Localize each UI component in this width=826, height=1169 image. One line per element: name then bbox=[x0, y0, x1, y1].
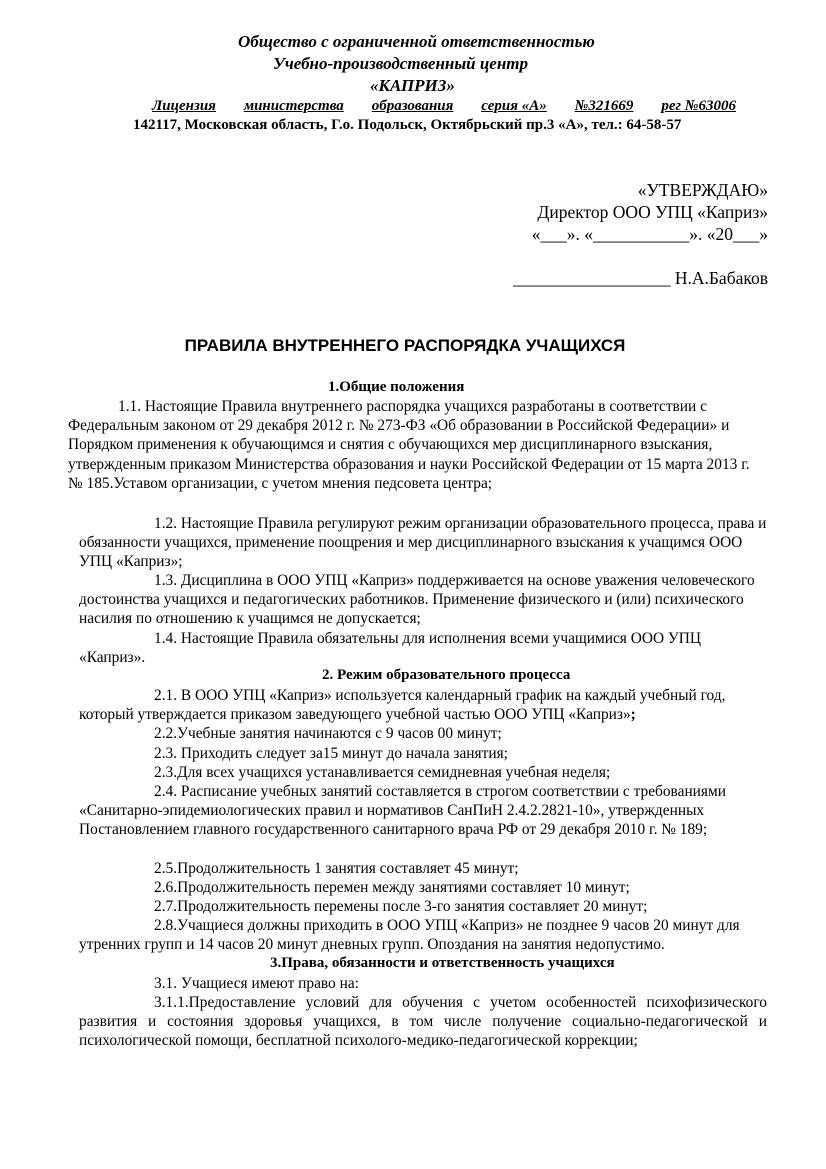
paragraph-1-4: 1.4. Настоящие Правила обязательны для исполнения всеми учащимися ООО УПЦ «Каприз». bbox=[79, 630, 702, 667]
section-1-heading: 1.Общие положения bbox=[328, 379, 465, 395]
license-word: Лицензия bbox=[152, 98, 216, 114]
paragraph-2-3b: 2.3.Для всех учащихся устанавливается семидневная учебная неделя; bbox=[154, 764, 611, 781]
approval-signature: __________________ Н.А.Бабаков bbox=[512, 268, 768, 288]
org-name: «КАПРИЗ» bbox=[370, 76, 455, 95]
paragraph-2-1-end: ; bbox=[630, 706, 636, 724]
address-line: 142117, Московская область, Г.о. Подольск, Октябрьский пр.3 «А», тел.: 64-58-57 bbox=[133, 117, 682, 133]
paragraph-2-6: 2.6.Продолжительность перемен между занятиями составляет 10 минут; bbox=[154, 879, 630, 896]
paragraph-2-5: 2.5.Продолжительность 1 занятия составляет 45 минут; bbox=[154, 860, 519, 877]
license-word: серия «А» bbox=[481, 98, 547, 114]
paragraph-2-8: 2.8.Учащиеся должны приходить в ООО УПЦ «Каприз» не позднее 9 часов 20 минут для утренних групп и 14 часов 20 минут дневных групп. Опоздания на занятия недопустимо. bbox=[79, 917, 740, 954]
paragraph-3-1: 3.1. Учащиеся имеют право на: bbox=[154, 975, 359, 992]
approval-date: «___». «___________». «20___» bbox=[531, 224, 768, 244]
license-line bbox=[152, 98, 736, 115]
org-line-1: Общество с ограниченной ответственностью bbox=[238, 32, 595, 51]
paragraph-2-3: 2.3. Приходить следует за15 минут до начала занятия; bbox=[154, 745, 508, 762]
approval-position: Директор ООО УПЦ «Каприз» bbox=[537, 202, 768, 222]
paragraph-2-4: 2.4. Расписание учебных занятий составляется в строгом соответствии с требованиями «Санитарно-эпидемиологических правил и нормативов СанПиН 2.4.2.2821-10», утвержденных Постановлением главного государственного санитарного врача РФ от 29 декабря 2010 г. № 189; bbox=[79, 783, 726, 839]
license-word: рег №63006 bbox=[661, 98, 736, 114]
paragraph-1-2: 1.2. Настоящие Правила регулируют режим организации образовательного процесса, права и обязанности учащихся, применение поощрения и мер дисциплинарного взыскания к учащимся ООО УПЦ «Каприз»; bbox=[79, 515, 767, 571]
license-word: министерства bbox=[243, 98, 344, 114]
paragraph-3-1-1: 3.1.1.Предоставление условий для обучения с учетом особенностей психофизического развития и состояния здоровья учащихся, в том числе получение социально-педагогической и психологической помощи, бесплатной психолого-медико-педагогической коррекции; bbox=[79, 994, 767, 1050]
license-word: образования bbox=[371, 98, 454, 114]
section-2-heading: 2. Режим образовательного процесса bbox=[322, 667, 571, 683]
approval-stamp: «УТВЕРЖДАЮ» bbox=[637, 180, 768, 200]
paragraph-2-1-text: 2.1. В ООО УПЦ «Каприз» используется календарный график на каждый учебный год, который утверждается приказом заведующего учебной частью ООО УПЦ «Каприз» bbox=[79, 687, 726, 724]
paragraph-2-7: 2.7.Продолжительность перемены после 3-го занятия составляет 20 минут; bbox=[154, 898, 648, 915]
document-title: ПРАВИЛА ВНУТРЕННЕГО РАСПОРЯДКА УЧАЩИХСЯ bbox=[184, 336, 626, 355]
org-line-2: Учебно-производственный центр bbox=[273, 54, 529, 73]
paragraph-2-1 bbox=[79, 686, 769, 724]
license-word: №321669 bbox=[574, 98, 634, 114]
paragraph-1-3: 1.3. Дисциплина в ООО УПЦ «Каприз» поддерживается на основе уважения человеческого достоинства учащихся и педагогических работников. Применение физического и (или) психического насилия по отношению к учащимся не допускается; bbox=[79, 572, 755, 628]
paragraph-2-2: 2.2.Учебные занятия начинаются с 9 часов 00 минут; bbox=[154, 725, 502, 742]
paragraph-1-1: 1.1. Настоящие Правила внутреннего распорядка учащихся разработаны в соответствии с Федеральным законом от 29 декабря 2012 г. № 273-ФЗ «Об образовании в Российской Федерации» и Порядком применения к обучающимся и снятия с обучающихся мер дисциплинарного взыскания, утвержденным приказом Министерства образования и науки Российской Федерации от 15 марта 2013 г. № 185.Уставом организации, с учетом мнения педсовета центра; bbox=[68, 398, 750, 492]
section-3-heading: 3.Права, обязанности и ответственность учащихся bbox=[270, 955, 615, 971]
